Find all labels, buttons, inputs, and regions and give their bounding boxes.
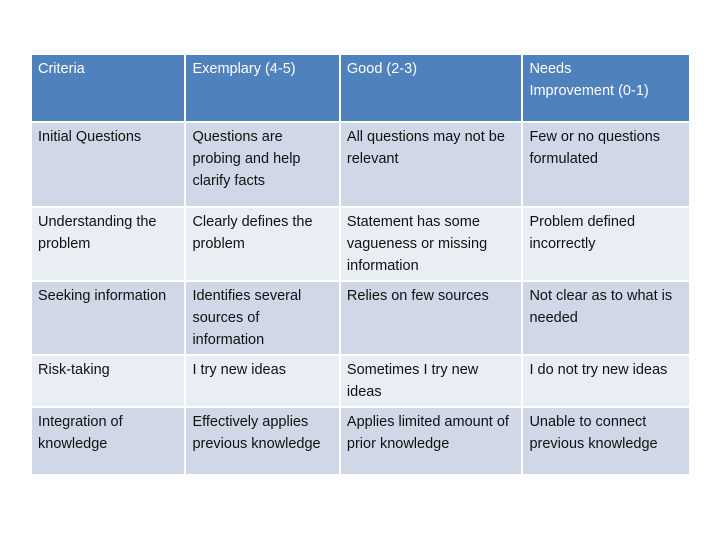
good-cell: Relies on few sources: [341, 282, 522, 354]
needs-improvement-cell: Unable to connect previous knowledge: [523, 408, 689, 474]
rubric-table: [30, 53, 691, 476]
criteria-cell: Integration of knowledge: [32, 408, 184, 474]
needs-improvement-cell: Not clear as to what is needed: [523, 282, 689, 354]
table-header-row: [32, 55, 689, 121]
table-row: [32, 356, 689, 406]
exemplary-cell: I try new ideas: [186, 356, 338, 406]
header-criteria: Criteria: [32, 55, 184, 121]
exemplary-cell: Clearly defines the problem: [186, 208, 338, 280]
criteria-cell: Seeking information: [32, 282, 184, 354]
header-needs-improvement: Needs Improvement (0-1): [523, 55, 689, 121]
criteria-cell: Understanding the problem: [32, 208, 184, 280]
table-row: [32, 282, 689, 354]
needs-improvement-cell: Problem defined incorrectly: [523, 208, 689, 280]
table-row: [32, 208, 689, 280]
good-cell: Sometimes I try new ideas: [341, 356, 522, 406]
exemplary-cell: Questions are probing and help clarify facts: [186, 123, 338, 206]
good-cell: All questions may not be relevant: [341, 123, 522, 206]
needs-improvement-cell: Few or no questions formulated: [523, 123, 689, 206]
header-good: Good (2-3): [341, 55, 522, 121]
criteria-cell: Risk-taking: [32, 356, 184, 406]
table-row: [32, 408, 689, 474]
needs-improvement-cell: I do not try new ideas: [523, 356, 689, 406]
table-row: [32, 123, 689, 206]
exemplary-cell: Identifies several sources of information: [186, 282, 338, 354]
good-cell: Applies limited amount of prior knowledge: [341, 408, 522, 474]
header-exemplary: Exemplary (4-5): [186, 55, 338, 121]
exemplary-cell: Effectively applies previous knowledge: [186, 408, 338, 474]
good-cell: Statement has some vagueness or missing information: [341, 208, 522, 280]
criteria-cell: Initial Questions: [32, 123, 184, 206]
